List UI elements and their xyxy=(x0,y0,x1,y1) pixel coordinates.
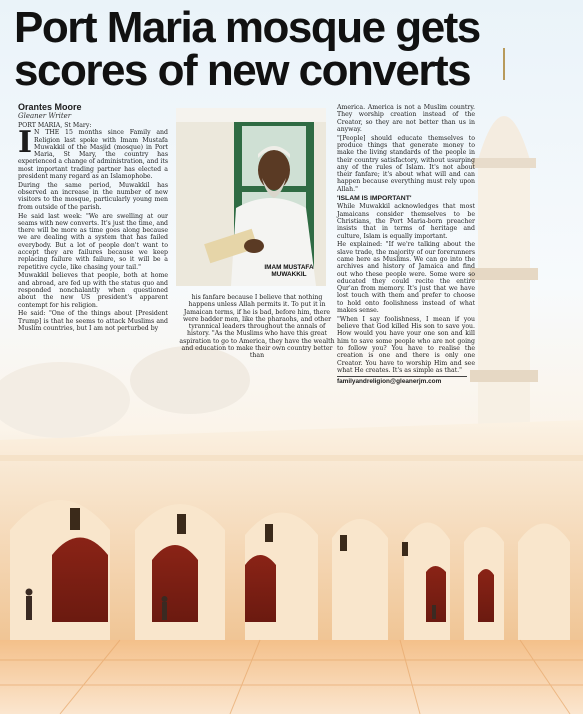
subheading: 'ISLAM IS IMPORTANT' xyxy=(337,195,412,203)
byline-role: Gleaner Writer xyxy=(18,112,72,120)
headline: Port Maria mosque gets scores of new converts xyxy=(14,3,480,95)
paragraph-9: He explained: "If we're talking about the slave trade, the majority of our forerunners came here as Muslims. We can go into the archives and history of Jamaica and find out who these people were. Some were so educated they could recite the entire Qur'an from memory. It's just that we have lost touch with them and prefer to choose to hold onto foolishness instead of what makes sense. xyxy=(337,241,475,315)
drop-cap: I xyxy=(18,125,33,161)
dateline: PORT MARIA, St Mary: xyxy=(18,122,92,129)
paragraph-10: "When I say foolishness, I mean if you believe that God killed His son to save you. How would you have your one son and kill him to save some people who are not going to follow you? You have to realise the creation is one and there is only one Creator. You have to worship Him and see what He creates. It's as simple as that." xyxy=(337,315,475,374)
paragraph-5: He said: "One of the things about [President Trump] is that he seems to attack Muslims and Muslim countries, but I am not perturbed by xyxy=(18,310,168,333)
photo-caption: IMAM MUSTAFA MUWAKKIL xyxy=(264,264,314,278)
article-column-1 xyxy=(18,122,168,334)
paragraph-2: During the same period, Muwakkil has observed an increase in the number of new visitors to the mosque, particularly young men from outside of the parish. xyxy=(18,181,168,211)
divider xyxy=(337,376,467,377)
contact-email: familyandreligion@gleanerjm.com xyxy=(337,378,442,385)
imam-photo xyxy=(176,108,326,286)
paragraph-1 xyxy=(18,125,168,181)
byline xyxy=(18,102,168,120)
paragraph-7: "[People] should educate themselves to produce things that generate money to make the living standards of the people in their country satisfactory, without usurping any of the rules of Islam. It's not about their fanfare; it's about what will and can happen because everything must rely upon Allah." xyxy=(337,134,475,193)
paragraph-4: Muwakkil believes that people, both at home and abroad, are fed up with the status quo and responded nonchalantly when questioned about the new US president's apparent contempt for his religion. xyxy=(18,272,168,309)
article-column-3 xyxy=(337,104,475,376)
paragraph-3: He said last week: "We are swelling at our seams with new converts. It's just the time, and there will be more as time goes along because we are dealing with a system that has failed everybody. But a lot of people don't want to accept they are failures because we keep replacing failure with failure, so it will be a repetitive cycle, like chasing your tail." xyxy=(18,212,169,271)
paragraph-8: While Muwakkil acknowledges that most Jamaicans consider themselves to be Christians, the Port Maria-born preacher insists that in terms of heritage and culture, Islam is equally important. xyxy=(337,203,475,240)
byline-name: Orantes Moore xyxy=(18,102,82,112)
paragraph-6: America. America is not a Muslim country. They worship creation instead of the Creator, so they are not better than us in anyway. xyxy=(337,104,475,133)
paragraph-1-text: N THE 15 months since Family and Religion last spoke with Imam Mustafa Muwakkil of the Masjid (mosque) in Port Maria, St Mary, the country has experienced a change of administration, and its most important trading partner has elected a president many regard as an Islamophobe. xyxy=(18,129,168,181)
article-column-2: his fanfare because I believe that nothing happens unless Allah permits it. To put it in Jamaican terms, if he is bad, before him, there were badder men, like the pharaohs, and other tyrannical leaders throughout the annals of history. "As the Muslims who have this great aspiration to go to America, they have the wealth and education to make their own country better than xyxy=(179,294,335,360)
imam-portrait-illustration xyxy=(176,108,326,286)
